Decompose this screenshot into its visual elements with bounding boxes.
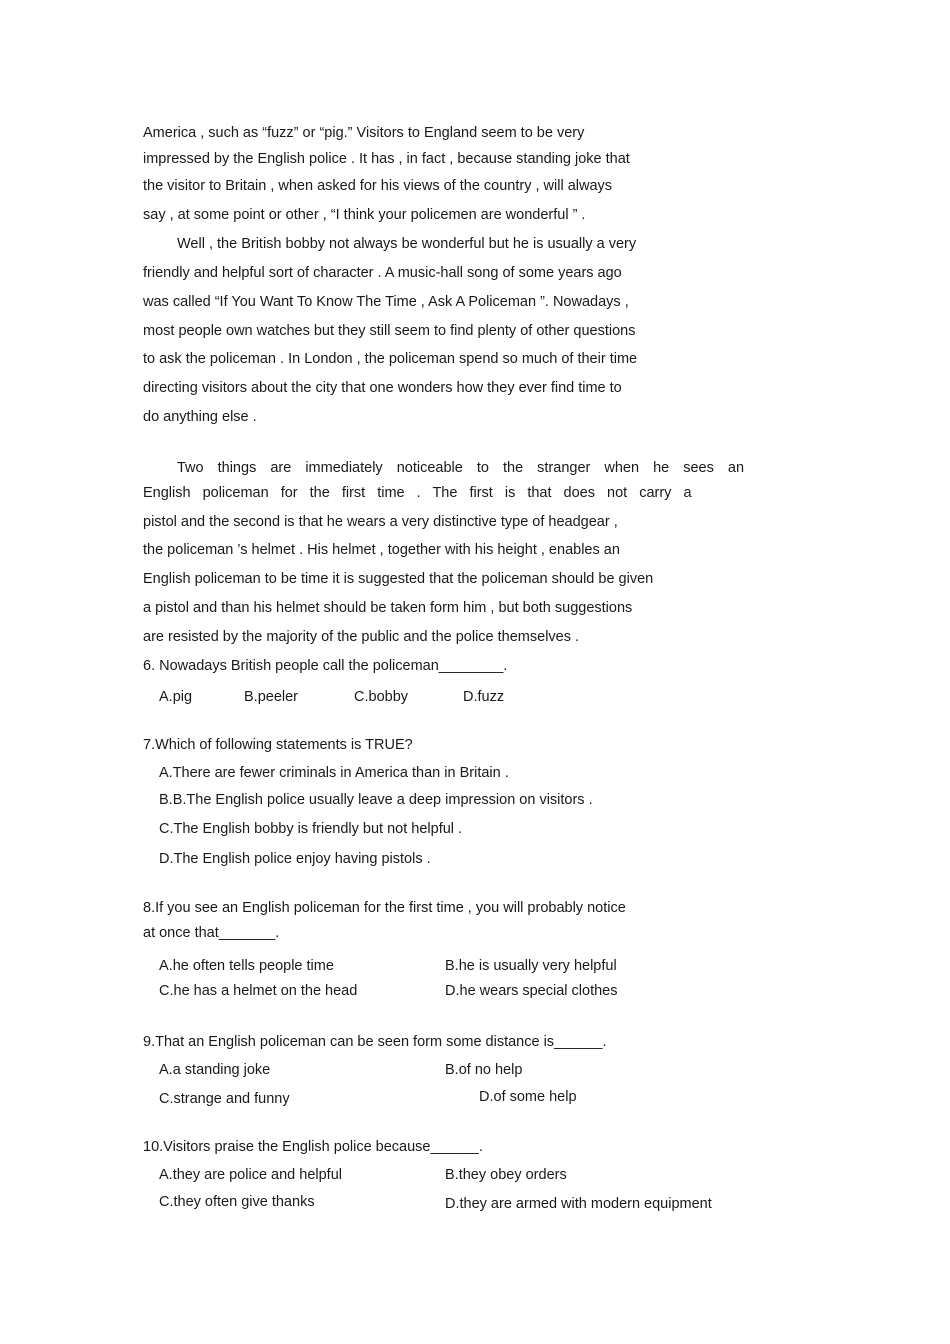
option-c: C.The English bobby is friendly but not helpful . — [159, 821, 463, 837]
passage-line: America , such as “fuzz” or “pig.” Visitors to England seem to be very — [143, 125, 585, 141]
passage-line: do anything else . — [143, 409, 257, 425]
option-b: B.of no help — [445, 1062, 523, 1078]
option-d: D.they are armed with modern equipment — [445, 1196, 712, 1212]
passage-line: friendly and helpful sort of character . A music-hall song of some years ago — [143, 265, 622, 281]
passage-line: English policeman to be time it is suggested that the policeman should be given — [143, 571, 654, 587]
option-a: A.they are police and helpful — [159, 1167, 342, 1183]
option-d: D.he wears special clothes — [445, 983, 618, 999]
passage-line: say , at some point or other , “I think your policemen are wonderful ” . — [143, 207, 586, 223]
question-stem: at once that_______. — [143, 925, 280, 941]
option-b: B.he is usually very helpful — [445, 958, 617, 974]
passage-line: most people own watches but they still seem to find plenty of other questions — [143, 323, 636, 339]
question-stem: 7.Which of following statements is TRUE? — [143, 737, 413, 753]
passage-line: impressed by the English police . It has , in fact , because standing joke that — [143, 151, 630, 167]
passage-line: was called “If You Want To Know The Time , Ask A Policeman ”. Nowadays , — [143, 294, 629, 310]
passage-line: a pistol and than his helmet should be taken form him , but both suggestions — [143, 600, 633, 616]
passage-line: Two things are immediately noticeable to the stranger when he sees an — [177, 460, 745, 476]
question-stem: 8.If you see an English policeman for the first time , you will probably notice — [143, 900, 626, 916]
passage-line: are resisted by the majority of the public and the police themselves . — [143, 629, 580, 645]
option-c: C.strange and funny — [159, 1091, 290, 1107]
passage-line: directing visitors about the city that one wonders how they ever find time to — [143, 380, 622, 396]
option-c: C.bobby — [354, 689, 409, 705]
passage-line: English policeman for the first time . The first is that does not carry a — [143, 485, 692, 501]
passage-line: the policeman ’s helmet . His helmet , together with his height , enables an — [143, 542, 620, 558]
option-a: A.There are fewer criminals in America than in Britain . — [159, 765, 509, 781]
option-a: A.a standing joke — [159, 1062, 271, 1078]
passage-line: to ask the policeman . In London , the policeman spend so much of their time — [143, 351, 638, 367]
question-stem: 10.Visitors praise the English police because______. — [143, 1139, 483, 1155]
option-d: D.of some help — [479, 1089, 577, 1105]
option-b: B.B.The English police usually leave a deep impression on visitors . — [159, 792, 593, 808]
passage-line: Well , the British bobby not always be wonderful but he is usually a very — [177, 236, 637, 252]
option-d: D.fuzz — [463, 689, 505, 705]
option-c: C.he has a helmet on the head — [159, 983, 358, 999]
option-a: A.pig — [159, 689, 193, 705]
question-stem: 6. Nowadays British people call the policeman________. — [143, 658, 508, 674]
option-b: B.they obey orders — [445, 1167, 567, 1183]
option-b: B.peeler — [244, 689, 299, 705]
passage-line: pistol and the second is that he wears a very distinctive type of headgear , — [143, 514, 618, 530]
passage-line: the visitor to Britain , when asked for his views of the country , will always — [143, 178, 613, 194]
question-stem: 9.That an English policeman can be seen form some distance is______. — [143, 1034, 607, 1050]
option-a: A.he often tells people time — [159, 958, 334, 974]
option-c: C.they often give thanks — [159, 1194, 315, 1210]
option-d: D.The English police enjoy having pistols . — [159, 851, 431, 867]
